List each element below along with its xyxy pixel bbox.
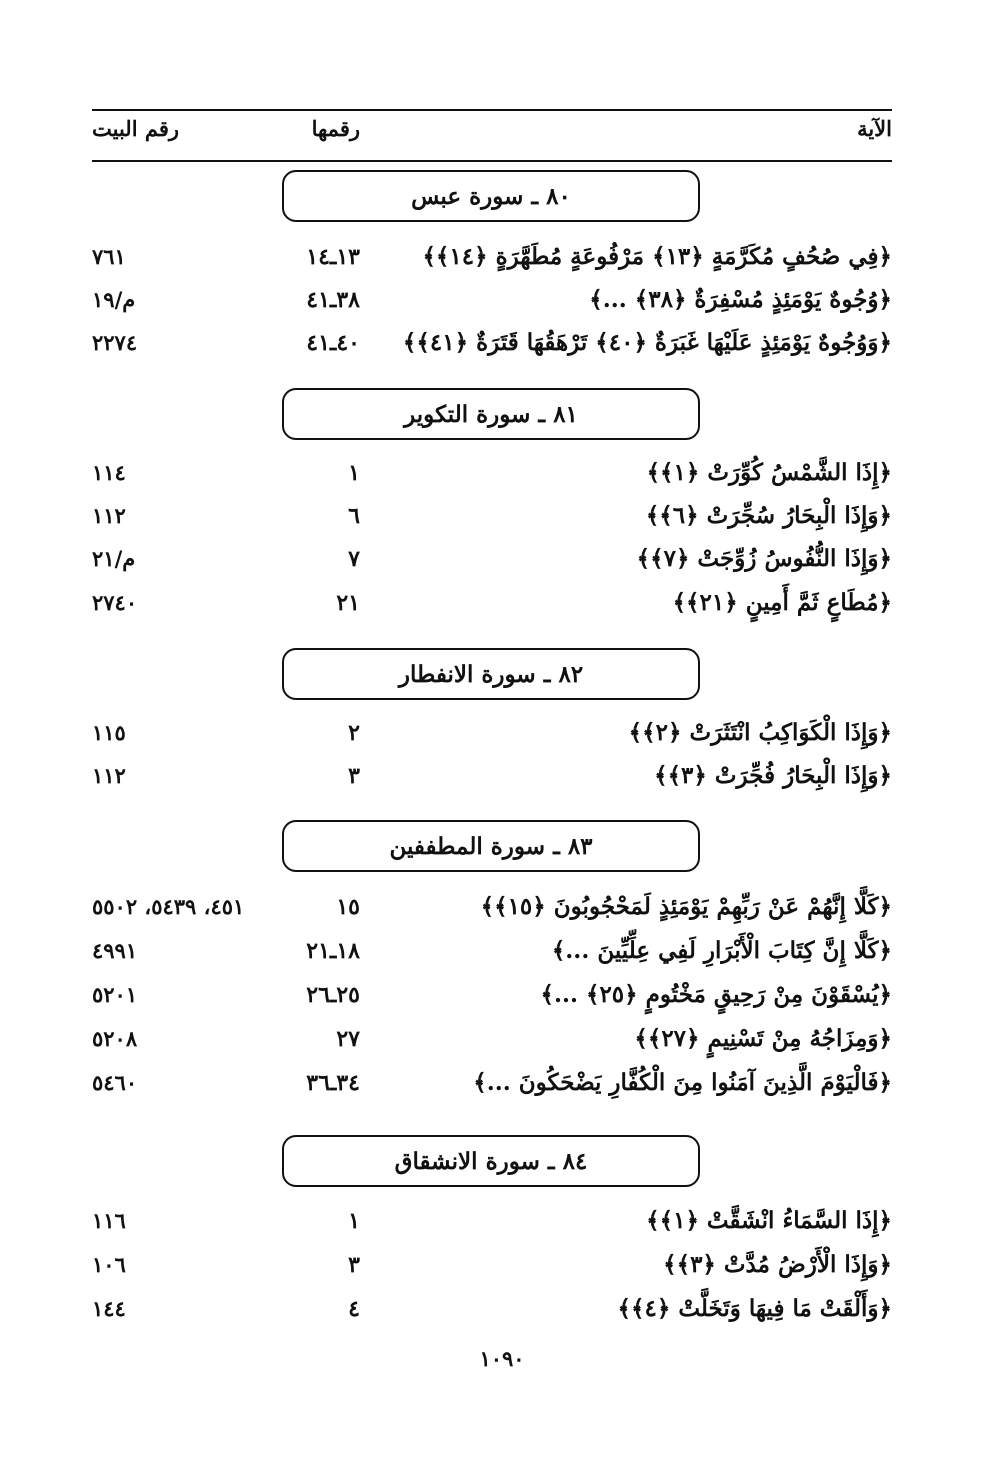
bayt-number: ١١٥: [92, 720, 126, 745]
verse-number: ٣٤ـ٣٦: [306, 1070, 360, 1096]
bayt-number: ٥٢٠٨: [92, 1026, 138, 1051]
verse-number: ١٥: [336, 894, 360, 920]
verse-number: ٤٠ـ٤١: [306, 330, 360, 356]
table-row: [92, 978, 892, 1012]
bayt-number: ٢٢٧٤: [92, 330, 138, 355]
verse-text: ﴿وَأَلْقَتْ مَا فِيهَا وَتَخَلَّتْ ﴿٤﴾﴾: [617, 1295, 892, 1322]
header-verse: الآية: [857, 116, 892, 141]
verse-number: ٢٥ـ٢٦: [306, 982, 360, 1008]
verse-text: ﴿وَمِزَاجُهُ مِنْ تَسْنِيمٍ ﴿٢٧﴾﴾: [634, 1025, 892, 1052]
bayt-number: ١١٤: [92, 460, 126, 485]
verse-text: ﴿وَإِذَا الْبِحَارُ فُجِّرَتْ ﴿٣﴾﴾: [654, 762, 892, 789]
bayt-number: ٢٧٤٠: [92, 590, 138, 615]
surah-title-box: [282, 1135, 700, 1187]
bayt-number: م/٢١: [92, 546, 136, 571]
table-row: [92, 934, 892, 968]
verse-number: ٣: [348, 763, 360, 789]
bayt-number: ١١٢: [92, 503, 126, 528]
table-row: [92, 542, 892, 576]
surah-title-box: [282, 388, 700, 440]
bayt-number: ٤٩٩١: [92, 938, 138, 963]
surah-title-box: [282, 170, 700, 222]
bayt-number: ١١٢: [92, 763, 126, 788]
verse-text: ﴿وُجُوهٌ يَوْمَئِذٍ مُسْفِرَةٌ ﴿٣٨﴾ ...﴾: [589, 286, 892, 313]
verse-number: ٢٧: [336, 1026, 360, 1052]
verse-number: ٢١: [336, 590, 360, 616]
table-row: [92, 240, 892, 274]
verse-number: ٦: [348, 503, 360, 529]
table-row: [92, 1066, 892, 1100]
verse-text: ﴿يُسْقَوْنَ مِنْ رَحِيقٍ مَخْتُومٍ ﴿٢٥﴾ ...﴾: [540, 981, 892, 1008]
table-row: [92, 1204, 892, 1238]
surah-title: ٨٣ ـ سورة المطففين: [389, 832, 593, 860]
header-rule: [92, 160, 892, 162]
bayt-number: ١٠٦: [92, 1252, 126, 1277]
verse-number: ٤: [348, 1296, 360, 1322]
verse-number: ١٣ـ١٤: [306, 244, 360, 270]
surah-title: ٨٢ ـ سورة الانفطار: [398, 660, 584, 688]
bayt-number: ٧٦١: [92, 244, 126, 269]
verse-number: ٧: [348, 546, 360, 572]
verse-text: ﴿فِي صُحُفٍ مُكَرَّمَةٍ ﴿١٣﴾ مَرْفُوعَةٍ مُطَهَّرَةٍ ﴿١٤﴾﴾: [422, 243, 892, 270]
verse-number: ٣: [348, 1252, 360, 1278]
verse-number: ٢: [348, 720, 360, 746]
verse-number: ١: [348, 460, 360, 486]
header-bayt: رقم البيت: [92, 116, 179, 141]
bayt-number: ٤٥١، ٥٤٣٩، ٥٥٠٢: [92, 894, 245, 919]
verse-text: ﴿وَإِذَا الْبِحَارُ سُجِّرَتْ ﴿٦﴾﴾: [645, 502, 892, 529]
table-row: [92, 586, 892, 620]
table-row: [92, 759, 892, 793]
surah-title: ٨٠ ـ سورة عبس: [411, 182, 571, 210]
table-row: [92, 1292, 892, 1326]
table-row: [92, 1022, 892, 1056]
verse-text: ﴿كَلَّا إِنَّهُمْ عَنْ رَبِّهِمْ يَوْمَئِذٍ لَمَحْجُوبُونَ ﴿١٥﴾﴾: [480, 893, 892, 920]
verse-number: ١: [348, 1208, 360, 1234]
verse-text: ﴿مُطَاعٍ ثَمَّ أَمِينٍ ﴿٢١﴾﴾: [672, 589, 892, 616]
page-number: ١٠٩٠: [479, 1346, 525, 1371]
verse-text: ﴿إِذَا الشَّمْسُ كُوِّرَتْ ﴿١﴾﴾: [646, 459, 892, 486]
verse-text: ﴿وَإِذَا النُّفُوسُ زُوِّجَتْ ﴿٧﴾﴾: [636, 545, 892, 572]
verse-text: ﴿إِذَا السَّمَاءُ انْشَقَّتْ ﴿١﴾﴾: [646, 1207, 892, 1234]
verse-number: ١٨ـ٢١: [306, 938, 360, 964]
table-row: [92, 716, 892, 750]
bayt-number: ١١٦: [92, 1208, 126, 1233]
verse-text: ﴿وَإِذَا الْكَوَاكِبُ انْتَثَرَتْ ﴿٢﴾﴾: [628, 719, 892, 746]
verse-text: ﴿كَلَّا إِنَّ كِتَابَ الْأَبْرَارِ لَفِي عِلِّيِّينَ ...﴾: [551, 937, 892, 964]
bayt-number: ٥٢٠١: [92, 982, 138, 1007]
header-number: رقمها: [311, 116, 360, 141]
bayt-number: م/١٩: [92, 287, 136, 312]
table-row: [92, 499, 892, 533]
table-row: [92, 326, 892, 360]
table-row: [92, 283, 892, 317]
bayt-number: ٥٤٦٠: [92, 1070, 138, 1095]
surah-title-box: [282, 820, 700, 872]
surah-title: ٨٤ ـ سورة الانشقاق: [394, 1147, 588, 1175]
verse-text: ﴿فَالْيَوْمَ الَّذِينَ آمَنُوا مِنَ الْكُفَّارِ يَضْحَكُونَ ...﴾: [473, 1069, 892, 1096]
surah-title-box: [282, 648, 700, 700]
table-row: [92, 1248, 892, 1282]
table-row: [92, 456, 892, 490]
bayt-number: ١٤٤: [92, 1296, 126, 1321]
table-row: [92, 890, 892, 924]
verse-text: ﴿وَوُجُوهٌ يَوْمَئِذٍ عَلَيْهَا غَبَرَةٌ ﴿٤٠﴾ تَرْهَقُهَا قَتَرَةٌ ﴿٤١﴾﴾: [402, 329, 892, 356]
surah-title: ٨١ ـ سورة التكوير: [404, 400, 578, 428]
verse-number: ٣٨ـ٤١: [306, 287, 360, 313]
top-rule: [92, 109, 892, 111]
verse-text: ﴿وَإِذَا الْأَرْضُ مُدَّتْ ﴿٣﴾﴾: [663, 1251, 892, 1278]
